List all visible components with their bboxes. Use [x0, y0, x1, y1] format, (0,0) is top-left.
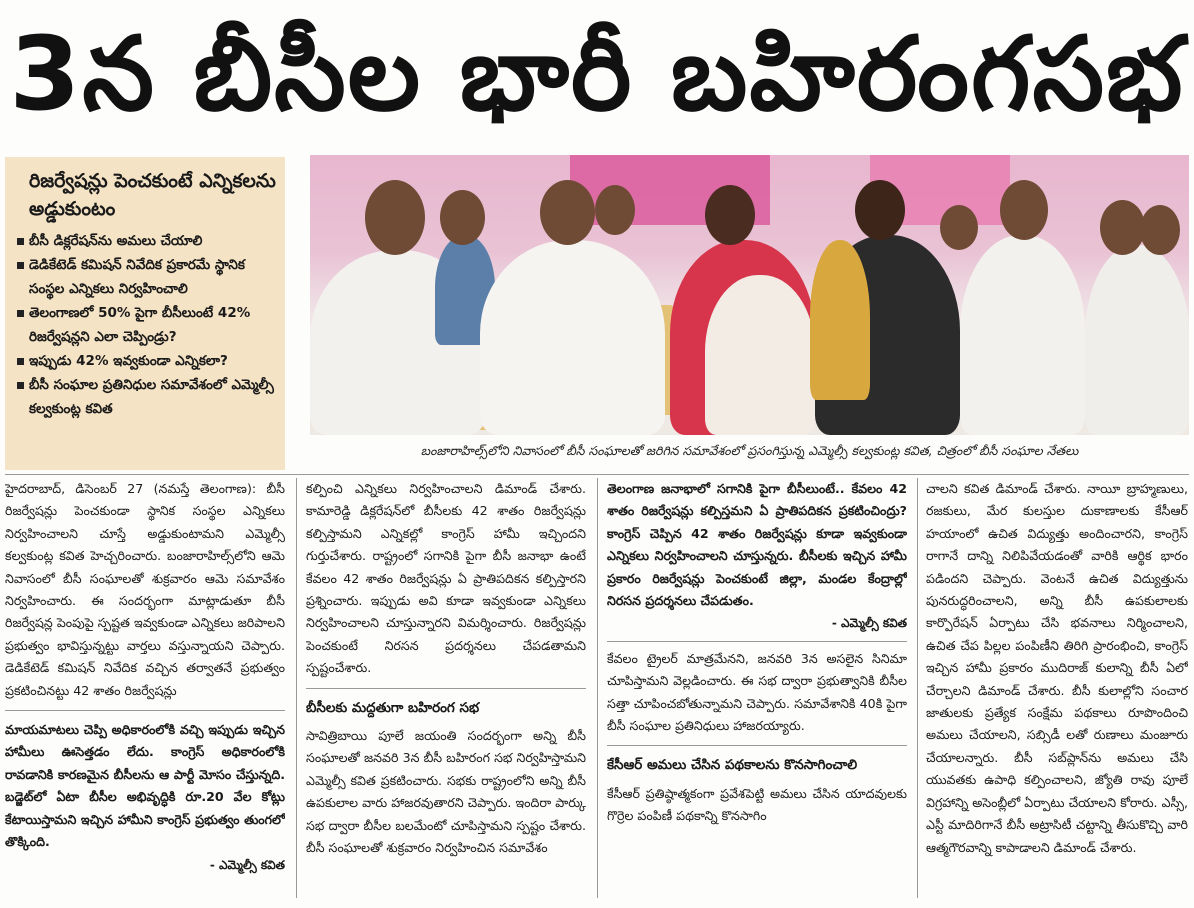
person-seated — [1085, 245, 1189, 435]
photo-caption: బంజారాహిల్స్‌లోని నివాసంలో బీసీ సంఘాలతో జరిగిన సమావేశంలో ప్రసంగిస్తున్న ఎమ్మెల్సీ కల్వకుంట్ల కవిత, చిత్రంలో బీసీ సంఘాల నేతలు — [420, 442, 1079, 458]
divider — [5, 474, 1189, 475]
article-body: హైదరాబాద్, డిసెంబర్ 27 (నమస్తే తెలంగాణ): బీసీ రిజర్వేషన్లు పెంచకుండా స్థానిక సంస్థల ఎన్నికలు నిర్వహించాలని చూస్తే అడ్డుకుంటామని ఎమ్మెల్సీ కల్వకుంట్ల కవిత హెచ్చరించారు. బంజారాహిల్స్‌లోని ఆమె నివాసంలో బీసీ సంఘాలతో శుక్రవారం ఆమె సమావేశం నిర్వహించారు. ఈ సందర్భంగా మాట్లాడుతూ బీసీ రిజర్వేషన్ల పెంపుపై స్పష్టత ఇవ్వకుండా ఎన్నికలు జరిపాలని ప్రభుత్వం భావిస్తున్నట్టు వార్తలు వస్తున్నాయని చెప్పారు. డెడికేటెడ్ కమిషన్ నివేదిక వచ్చిన తర్వాతనే ప్రభుత్వం ప్రకటించినట్టు 42 శాతం రిజర్వేషన్లు — [5, 481, 285, 698]
news-photo — [310, 155, 1189, 435]
person-head — [365, 180, 425, 255]
person-head — [440, 190, 485, 245]
person-seated — [960, 235, 1085, 435]
column-divider — [597, 478, 598, 898]
quote-attribution: - ఎమ్మెల్సీ కవిత — [209, 857, 285, 872]
highlights-box — [5, 157, 285, 470]
headline — [0, 0, 1194, 150]
divider — [607, 641, 907, 642]
person-head — [940, 205, 978, 250]
pull-quote: మాయమాటలు చెప్పి అధికారంలోకి వచ్చి ఇప్పుడు ఇచ్చిన హామీలు ఊసెత్తడం లేదు. కాంగ్రెస్ అధికారంలోకి రావడానికి కారణమైన బీసీలను ఆ పార్టీ మోసం చేస్తున్నది. బడ్జెట్‌లో ఏటా బీసీల అభివృద్ధికి రూ.20 వేల కోట్లు కేటాయిస్తామని ఇచ్చిన హామీని కాంగ్రెస్ ప్రభుత్వం తుంగలో తొక్కింది. — [5, 722, 285, 850]
article-body: కల్పించి ఎన్నికలు నిర్వహించాలని డిమాండ్ చేశారు. కామారెడ్డి డిక్లరేషన్‌లో బీసీలకు 42 శాతం రిజర్వేషన్లు కల్పిస్తామని ఎన్నికల్లో కాంగ్రెస్ హామీ ఇచ్చిందని గుర్తుచేశారు. రాష్ట్రంలో సగానికి పైగా బీసీ జనాభా ఉంటే కేవలం 42 శాతం రిజర్వేషన్లు ఏ ప్రాతిపదికన కల్పిస్తారని ప్రశ్నించారు. ఇప్పుడు అవి కూడా ఇవ్వకుండా ఎన్నికలు నిర్వహించాలని చూస్తున్నారని విమర్శించారు. రిజర్వేషన్లు పెంచకుంటే నిరసన ప్రదర్శనలు చేపడతామని స్పష్టంచేశారు. — [306, 481, 586, 676]
highlight-item: తెలంగాణలో 50% పైగా బీసీలుంటే 42% రిజర్వేషన్లని ఎలా చెప్పిండ్రు? — [15, 301, 277, 349]
highlight-item: బీసీ డిక్లరేషన్‌ను అమలు చేయాలి — [15, 229, 277, 253]
person-seated — [480, 240, 665, 435]
person-head — [855, 180, 905, 240]
article-body: సావిత్రిబాయి పూలే జయంతి సందర్భంగా అన్ని బీసీ సంఘాలతో జనవరి 3న బీసీ బహిరంగ సభ నిర్వహిస్తామని ఎమ్మెల్సీ కవిత ప్రకటించారు. సభకు రాష్ట్రంలోని అన్ని బీసీ ఉపకులాల వారు హాజరవుతారని చెప్పారు. ఇందిరా పార్కు సభ ద్వారా బీసీల బలమేంటో చూపిస్తామని స్పష్టం చేశారు. బీసీ సంఘాలతో శుక్రవారం నిర్వహించిన సమావేశం — [306, 728, 586, 856]
headline-text: 3న బీసీల భారీ బహిరంగసభ — [9, 15, 1185, 134]
person-saree-border — [810, 240, 870, 400]
article-body: చాలని కవిత డిమాండ్ చేశారు. నాయీ బ్రాహ్మణులు, రజకులు, మేర కులస్తుల దుకాణాలకు కేసీఆర్ హయాంలో ఉచిత విద్యుత్తు అందించారని, కాంగ్రెస్ రాగానే దాన్ని నిలిపివేయడంతో వారికి ఆర్థిక భారం పడిందని చెప్పారు. వెంటనే ఉచిత విద్యుత్తును పునరుద్ధరించాలని, అన్ని బీసీ ఉపకులాలకు కార్పొరేషన్ ఏర్పాటు చేసి భవనాలు నిర్మించాలని, ఉచిత చేప పిల్లల పంపిణీని తిరిగి ప్రారంభించి, కాంగ్రెస్ ఇచ్చిన హామీ ప్రకారం ముదిరాజ్ కులాన్ని బీసీ ఏలో చేర్చాలని డిమాండ్ చేశారు. బీసీ కులాల్లోని సంచార జాతులకు ప్రత్యేక సంక్షేమ పథకాలు రూపొందించి అమలు చేయాలని, సబ్సిడీ లతో రుణాలు మంజూరు చేయాలన్నారు. బీసీ సబ్‌ప్లాన్‌ను అమలు చేసి యువతకు ఉపాధి కల్పించాలని, జ్యోతి రావు పూలే విగ్రహాన్ని అసెంబ్లీలో ఏర్పాటు చేయాలని కోరారు. ఎస్సీ, ఎస్టీ మాదిరిగానే బీసీ అట్రాసిటీ చట్టాన్ని తీసుకొచ్చి వారి ఆత్మగౌరవాన్ని కాపాడాలని డిమాండ్ చేశారు. — [926, 481, 1188, 855]
person-head — [595, 185, 635, 235]
person-head — [1000, 180, 1048, 240]
subheading: బీసీలకు మద్దతుగా బహిరంగ సభ — [306, 688, 586, 719]
article-column-1 — [5, 478, 285, 898]
pull-quote: తెలంగాణ జనాభాలో సగానికి పైగా బీసీలుంటే.. కేవలం 42 శాతం రిజర్వేషన్లు కల్పిస్తమని ఏ ప్రాతిపదికన ప్రకటించింద్రు? కాంగ్రెస్ చెప్పిన 42 శాతం రిజర్వేషన్లు కూడా ఇవ్వకుండా ఎన్నికలు నిర్వహించాలని చూస్తున్నరు. బీసీలకు ఇచ్చిన హామీ ప్రకారం రిజర్వేషన్లు పెంచకుంటే జిల్లా, మండల కేంద్రాల్లో నిరసన ప్రదర్శనలు చేపడుతం. — [607, 481, 907, 609]
subheading: కేసీఆర్ అమలు చేసిన పథకాలను కొనసాగించాలి — [607, 745, 907, 776]
person-head — [540, 180, 595, 245]
person-head — [705, 185, 755, 245]
person-head — [1140, 205, 1180, 255]
highlight-item: ఇప్పుడు 42% ఇవ్వకుండా ఎన్నికలా? — [15, 349, 277, 373]
article-body: కేసీఆర్ ప్రతిష్ఠాత్మకంగా ప్రవేశపెట్టి అమలు చేసిన యాదవులకు గొర్రెల పంపిణీ పథకాన్ని కొనసాగిం — [607, 785, 907, 824]
article-column-4 — [926, 478, 1188, 898]
person-head — [1100, 200, 1145, 255]
speaker-saree — [705, 275, 815, 435]
highlight-item: డెడికేటెడ్ కమిషన్ నివేదిక ప్రకారమే స్థానిక సంస్థల ఎన్నికలు నిర్వహించాలి — [15, 253, 277, 301]
highlight-item: బీసీ సంఘాల ప్రతినిధుల సమావేశంలో ఎమ్మెల్సీ కల్వకుంట్ల కవిత — [15, 373, 277, 421]
highlights-list — [15, 229, 277, 421]
article-body: కేవలం ట్రైలర్ మాత్రమేనని, జనవరి 3న అసలైన సినిమా చూపిస్తామని వెల్లడించారు. ఈ సభ ద్వారా ప్రభుత్వానికి బీసీల సత్తా చూపించబోతున్నామని చెప్పారు. సమావేశానికి 40కి పైగా బీసీ సంఘాల ప్రతినిధులు హాజరయ్యారు. — [607, 650, 907, 734]
article-column-3 — [607, 478, 907, 898]
column-divider — [917, 478, 918, 898]
divider — [5, 710, 285, 711]
quote-attribution: - ఎమ్మెల్సీ కవిత — [831, 616, 907, 631]
article-column-2 — [306, 478, 586, 898]
highlights-title: రిజర్వేషన్లు పెంచకుంటే ఎన్నికలను అడ్డుకుంటం — [29, 170, 276, 220]
column-divider — [296, 478, 297, 898]
